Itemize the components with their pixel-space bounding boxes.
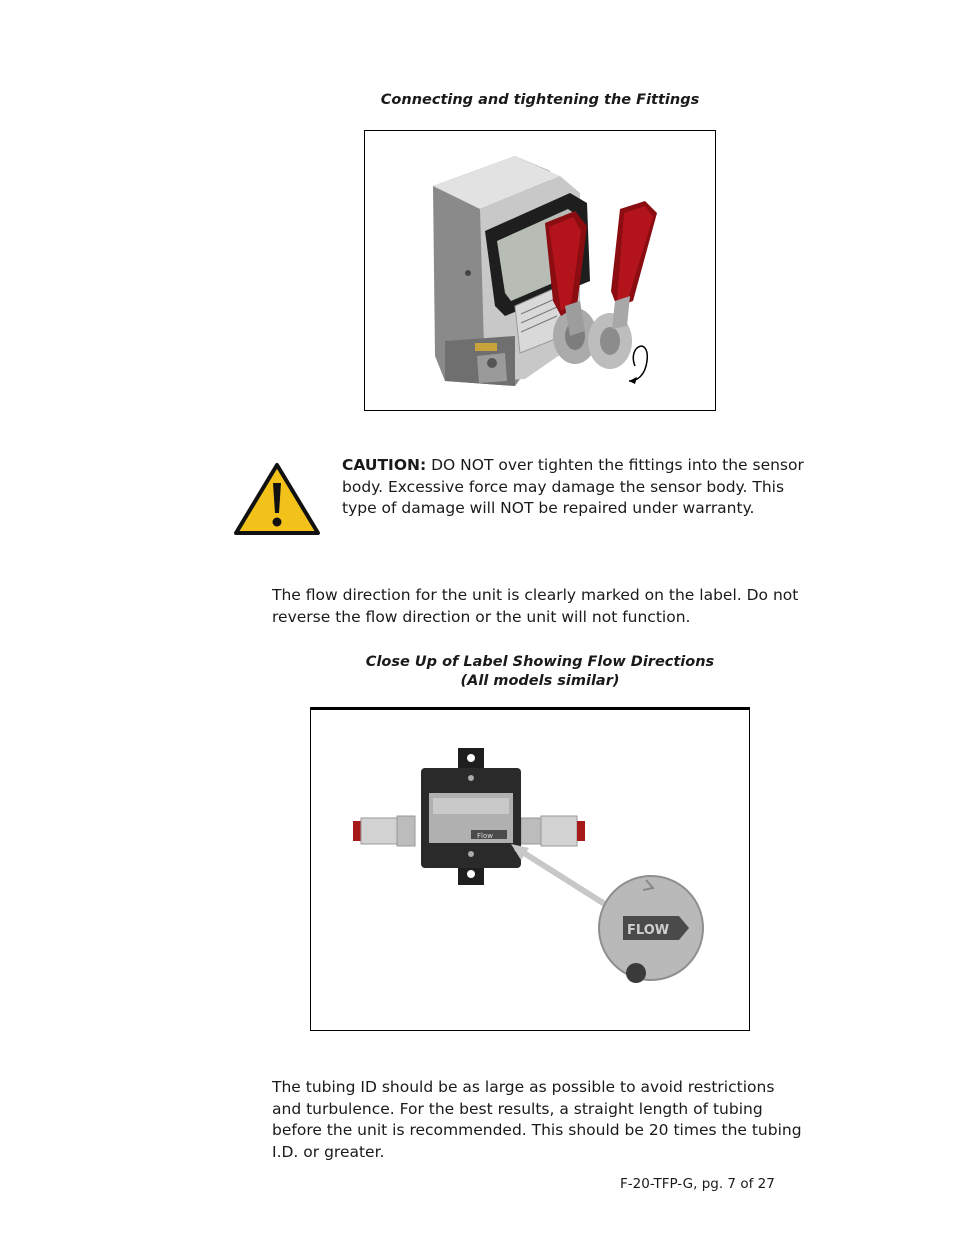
tubing-paragraph: The tubing ID should be as large as possible to avoid restrictions and turbulence. For the best results, a straight length of tubing before the unit is recommended. This should be 20 times the tubing I.D. or greater. (272, 1078, 802, 1161)
caution-text (342, 455, 812, 520)
flow-direction-paragraph: The flow direction for the unit is clearly marked on the label. Do not reverse the flow direction or the unit will not function. (272, 586, 799, 626)
figure-2-caption-line-1: Close Up of Label Showing Flow Directions (365, 654, 715, 670)
zoom-flow-label: FLOW (627, 923, 670, 938)
device-flow-label: Flow (477, 832, 493, 840)
caution-body: DO NOT over tighten the fittings into the sensor body. Excessive force may damage the sensor body. This type of damage will NOT be repaired under warranty. (342, 456, 804, 517)
flow-label-illustration (311, 708, 749, 1030)
figure-2-image (310, 707, 750, 1031)
figure-1-image (364, 130, 716, 411)
figure-2-caption-line-2: (All models similar) (460, 673, 620, 689)
page-footer: F-20-TFP-G, pg. 7 of 27 (620, 1176, 775, 1192)
flow-meter-illustration (365, 131, 715, 410)
caution-label: CAUTION: (342, 456, 427, 474)
figure-1-caption: Connecting and tightening the Fittings (380, 92, 700, 108)
warning-triangle-icon (233, 461, 321, 537)
